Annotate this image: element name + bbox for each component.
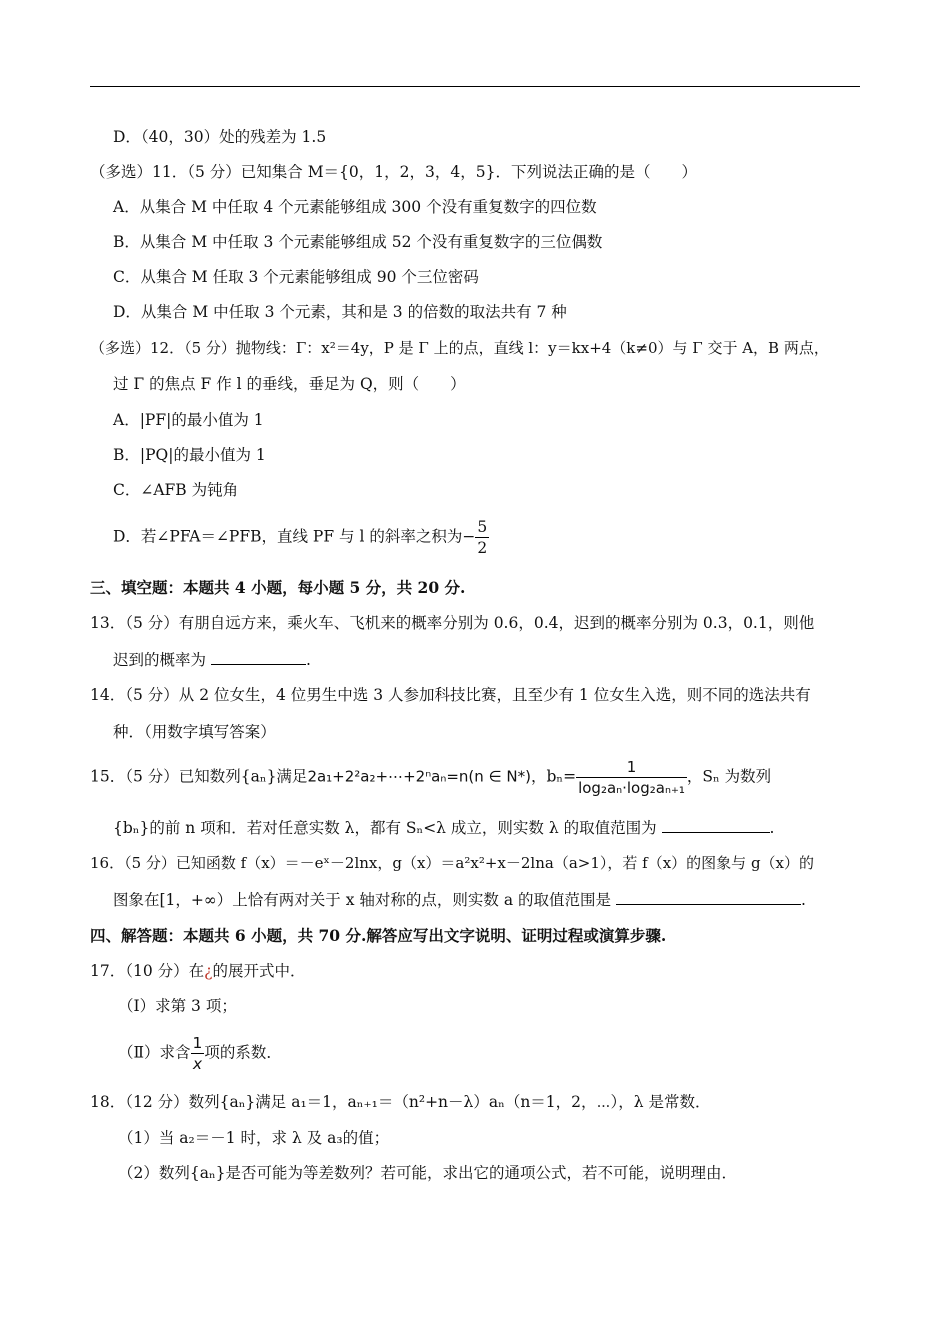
q15-answer-blank[interactable] (662, 818, 770, 833)
q12-option-d (113, 517, 489, 558)
q15-bn-fraction (576, 757, 687, 798)
q17-part1: （Ⅰ）求第 3 项； (118, 997, 237, 1015)
q15-sum-expression: 2a₁+2²a₂+⋯+2ⁿaₙ=n(n ∈ N*) (307, 767, 531, 786)
q15-mid: ，bₙ= (530, 767, 577, 786)
q17-part2-end: 项的系数． (204, 1043, 282, 1062)
q15-text: {bₙ}的前 n 项和．若对任意实数 λ，都有 Sₙ<λ 成立，则实数 λ 的取值范围为 (113, 819, 657, 837)
q13-text: 迟到的概率为 (113, 651, 207, 669)
q17-stem-start: 17．（10 分）在 (90, 962, 205, 980)
section4-heading: 四、解答题：本题共 6 小题，共 70 分.解答应写出文字说明、证明过程或演算步骤. (90, 926, 667, 945)
q17-part2 (118, 1033, 282, 1074)
q18-stem: 18．（12 分）数列{aₙ}满足 a₁＝1，aₙ₊₁＝（n²+n－λ）aₙ（n＝1，2，⋯），λ 是常数． (90, 1093, 711, 1111)
q18-part1: （1）当 a₂＝－1 时，求 λ 及 a₃的值； (118, 1129, 390, 1147)
q18-part2: （2）数列{aₙ}是否可能为等差数列？若可能，求出它的通项公式，若不可能，说明理由． (118, 1164, 738, 1182)
q12-option-d-denominator: 2 (477, 539, 488, 557)
q17-part2-denominator: x (191, 1053, 205, 1074)
section3-heading: 三、填空题：本题共 4 小题，每小题 5 分，共 20 分. (90, 578, 466, 597)
q12-option-b: B．|PQ|的最小值为 1 (113, 446, 266, 464)
q11-option-a: A．从集合 M 中任取 4 个元素能够组成 300 个没有重复数字的四位数 (113, 198, 597, 216)
q16-end: . (800, 891, 806, 909)
q15-tail: ，Sₙ 为数列 (686, 767, 772, 786)
q11-option-b: B．从集合 M 中任取 3 个元素能够组成 52 个没有重复数字的三位偶数 (113, 233, 603, 251)
q12-option-d-text: D．若∠PFA＝∠PFB，直线 PF 与 l 的斜率之积为− (113, 527, 476, 546)
q13-answer-blank[interactable] (211, 650, 306, 665)
q16-line2 (113, 890, 806, 910)
q11-stem: （多选）11．（5 分）已知集合 M＝{0，1，2，3，4，5}．下列说法正确的是（ ） (90, 163, 697, 181)
q17-stem (90, 961, 305, 981)
q11-option-c: C．从集合 M 任取 3 个元素能够组成 90 个三位密码 (113, 268, 479, 286)
q12-option-d-fraction (475, 517, 489, 558)
q12-stem-line1: （多选）12．（5 分）抛物线：Γ：x²＝4y，P 是 Γ 上的点，直线 l：y＝kx+4（k≠0）与 Γ 交于 A，B 两点， (90, 339, 829, 357)
q15-line1 (90, 757, 771, 798)
q14-line2: 种．（用数字填写答案） (113, 723, 276, 741)
q12-option-a: A．|PF|的最小值为 1 (113, 411, 264, 429)
q17-missing-glyph: ¿ (204, 962, 213, 980)
q17-part2-start: （Ⅱ）求含 (118, 1043, 191, 1062)
q17-stem-end: 的展开式中． (212, 962, 306, 980)
q13-line1: 13．（5 分）有朋自远方来，乘火车、飞机来的概率分别为 0.6，0.4，迟到的概率分别为 0.3，0.1，则他 (90, 614, 815, 632)
q13-end: . (305, 651, 311, 669)
q12-stem-line2: 过 Γ 的焦点 F 作 l 的垂线，垂足为 Q，则（ ） (113, 375, 466, 393)
q15-lead: 15．（5 分）已知数列{aₙ}满足 (90, 767, 308, 786)
q15-line2 (113, 818, 774, 838)
q16-answer-blank[interactable] (616, 890, 801, 905)
q13-line2 (113, 650, 311, 670)
q10-option-d: D．（40，30）处的残差为 1.5 (113, 128, 327, 146)
q15-end: . (769, 819, 775, 837)
q16-text: 图象在[1，+∞）上恰有两对关于 x 轴对称的点，则实数 a 的取值范围是 (113, 891, 612, 909)
q12-option-c: C．∠AFB 为钝角 (113, 481, 239, 499)
q15-bn-denominator: log₂aₙ·log₂aₙ₊₁ (578, 779, 685, 797)
q16-line1: 16．（5 分）已知函数 f（x）＝－eˣ－2lnx，g（x）＝a²x²+x－2lna（a>1），若 f（x）的图象与 g（x）的 (90, 854, 815, 872)
q15-bn-numerator: 1 (626, 758, 637, 776)
q12-option-d-numerator: 5 (477, 518, 488, 536)
q14-line1: 14．（5 分）从 2 位女生，4 位男生中选 3 人参加科技比赛，且至少有 1 位女生入选，则不同的选法共有 (90, 686, 811, 704)
q17-part2-fraction (191, 1033, 205, 1074)
q17-part2-numerator: 1 (192, 1034, 203, 1052)
q11-option-d: D．从集合 M 中任取 3 个元素，其和是 3 的倍数的取法共有 7 种 (113, 303, 567, 321)
header-rule (90, 86, 860, 87)
